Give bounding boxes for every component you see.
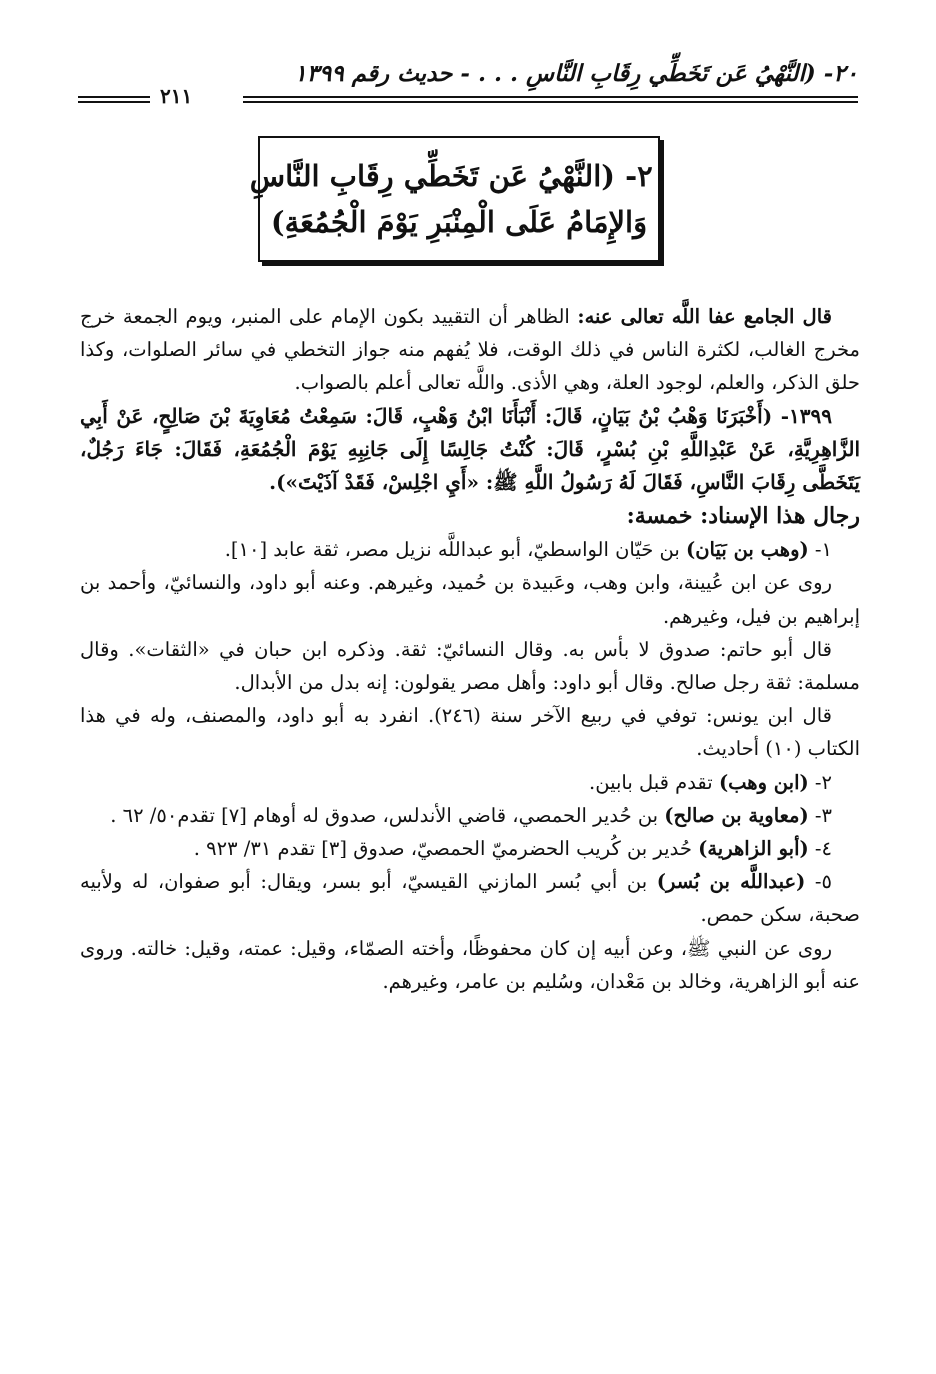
narrator-1-death: قال ابن يونس: توفي في ربيع الآخر سنة (٢٤٦). انفرد به أبو داود، والمصنف، وله في هذا الكتاب (١٠) أحاديث. xyxy=(80,704,860,761)
running-title: ٢٠- (النَّهْيُ عَن تَخَطِّي رِقَابِ النَّاسِ . . . - حديث رقم ١٣٩٩ xyxy=(294,60,858,87)
narrators-heading: رجال هذا الإسناد: خمسة: xyxy=(626,503,860,530)
narrator-description: بن حُدير الحمصي، قاضي الأندلس، صدوق له أوهام [٧] تقدم٥٠/ ٦٢ . xyxy=(110,803,665,827)
narrator-description: تقدم قبل بابين. xyxy=(589,770,719,794)
narrator-description: حُدير بن كُريب الحضرميّ الحمصيّ، صدوق [٣] تقدم ٣١/ ٩٢٣ . xyxy=(193,837,699,861)
narrator-number: ٤- xyxy=(808,837,832,861)
narrator-name: (عبداللَّه بن بُسر) xyxy=(656,870,806,894)
commentary-lead: قال الجامع عفا اللَّه تعالى عنه: xyxy=(577,305,832,328)
narrator-1-grading: قال أبو حاتم: صدوق لا بأس به. وقال النسائيّ: ثقة. وذكره ابن حبان في «الثقات». وقال مسلمة: ثقة رجل صالح. وقال أبو داود: وأهل مصر يقولون: إنه بدل من الأبدال. xyxy=(80,637,860,695)
header-double-rule-short xyxy=(78,96,150,98)
chapter-title-line-2: وَالإِمَامُ عَلَى الْمِنْبَرِ يَوْمَ الْجُمُعَةِ) xyxy=(270,205,648,239)
narrator-5-narrations: روى عن النبي ﷺ، وعن أبيه إن كان محفوظًا، وأخته الصمّاء، وقيل: عمته، وقيل: خالته. وروى عنه أبو الزاهرية، وخالد بن مَعْدان، وسُليم بن عامر، وغيرهم. xyxy=(80,936,860,993)
narrator-name: (معاوية بن صالح) xyxy=(664,803,809,827)
narrator-description: بن حَيّان الواسطيّ، أبو عبداللَّه نزيل مصر، ثقة عابد [١٠]. xyxy=(224,538,686,562)
narrator-number: ١- xyxy=(808,538,832,562)
narrator-5 xyxy=(80,865,860,931)
page-body xyxy=(80,300,860,998)
commentary-text: الظاهر أن التقييد بكون الإمام على المنبر، ويوم الجمعة خرج مخرج الغالب، لكثرة الناس في ذلك الوقت، فلا يُفهم منه جواز التخطي في سائر الصلوات، وكذا حلق الذكر، والعلم، لوجود العلة، وهي الأذى. واللَّه تعالى أعلم بالصواب. xyxy=(80,305,860,395)
narrator-name: (ابن وهب) xyxy=(718,770,809,794)
page-number: ٢١١ xyxy=(160,84,193,108)
running-header xyxy=(78,58,858,108)
chapter-title-line-1: ٢٠- (النَّهْيُ عَن تَخَطِّي رِقَابِ النَّاسِ xyxy=(249,159,669,193)
narrator-2 xyxy=(80,766,860,799)
chapter-title-box xyxy=(249,136,669,262)
narrator-number: ٢- xyxy=(808,770,832,794)
narrator-number: ٥- xyxy=(805,870,832,894)
narrator-1 xyxy=(80,533,860,566)
header-double-rule xyxy=(243,96,858,98)
narrator-name: (أبو الزاهرية) xyxy=(698,837,809,861)
narrator-number: ٣- xyxy=(808,803,832,827)
narrator-3 xyxy=(80,799,860,832)
narrator-description: بن أبي بُسر المازني القيسيّ، أبو بسر، ويقال: أبو صفوان، له ولأبيه صحبة، سكن حمص. xyxy=(80,870,860,927)
hadith-text: ١٣٩٩- (أَخْبَرَنَا وَهْبُ بْنُ بَيَانٍ، قَالَ: أَنْبَأَنَا ابْنُ وَهْبٍ، قَالَ: سَمِعْتُ مُعَاوِيَةَ بْنَ صَالِحٍ، عَنْ أَبِي الزَّاهِرِيَّةِ، عَنْ عَبْدِاللَّهِ بْنِ بُسْرٍ، قَالَ: كُنْتُ جَالِسًا إِلَى جَانِبِهِ يَوْمَ الْجُمُعَةِ، فَقَالَ: جَاءَ رَجُلٌ، يَتَخَطَّى رِقَابَ النَّاسِ، فَقَالَ لَهُ رَسُولُ اللَّهِ ﷺ: «أَيِ اجْلِسْ، فَقَدْ آذَيْتَ»). xyxy=(80,403,860,495)
narrator-name: (وهب بن بَيَان) xyxy=(685,538,809,562)
commentary-paragraph xyxy=(80,300,860,400)
narrator-1-students: روى عن ابن عُيينة، وابن وهب، وعَبيدة بن حُميد، وغيرهم. وعنه أبو داود، والنسائيّ، وأحمد بن إبراهيم بن فيل، وغيرهم. xyxy=(80,571,860,628)
narrator-4 xyxy=(80,832,860,865)
